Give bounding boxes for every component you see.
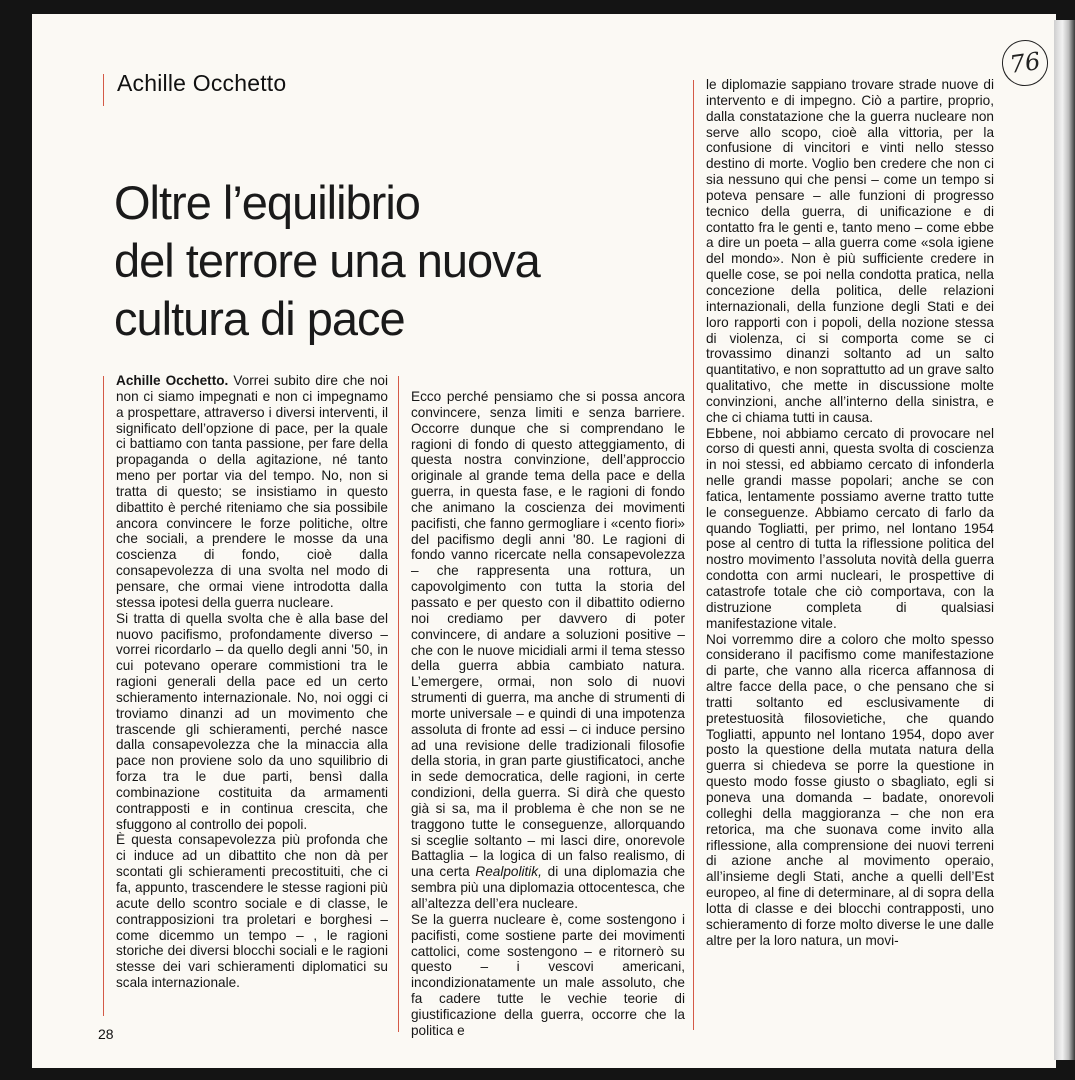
magazine-page	[32, 14, 1056, 1068]
paragraph-text: Ecco perché pensiamo che si possa ancora convincere, senza limiti e senza barriere. Occorre dunque che si comprendano le ragioni di fondo di questo atteggiamento, di questa nostra convinzione, dell’approccio originale al grande tema della pace e della guerra, in questa fase, e le ragioni di fondo che animano la coscienza dei movimenti pacifisti, che fanno germogliare i «cento fiori» del pacifismo degli anni '80. Le ragioni di fondo vanno ricercate nella consapevolezza – che rappresenta una rottura, un capovolgimento con tutta la storia del passato e per questo con il dibattito odierno noi crediamo per davvero di poter convincere, di andare a soluzioni positive – che con le nuove micidiali armi il tema stesso della guerra abbia cambiato natura. L’emergere, ormai, non solo di nuovi strumenti di guerra, ma anche di strumenti di morte universale – e quindi di una impotenza assoluta di fronte ad essi – ci induce persino ad una revisione delle tradizionali filosofie della storia, in gran parte giustificatoci, anche in sede democratica, delle ragioni, in certe condizioni, della guerra. Si dirà che questo già si sa, ma il problema è che non se ne traggono tutte le conseguenze, allorquando si sceglie soltanto – mi lasci dire, onorevole Battaglia – la logica di un falso realismo, di una certa	[411, 389, 685, 880]
text-column-1	[116, 373, 388, 991]
paragraph: Se la guerra nucleare è, come sostengono i pacifisti, come sostiene parte dei movimenti cattolici, come sostengono – e ritornerò su questo – i vescovi americani, incondizionatamente un male assoluto, che fa cadere tutte le vechie teorie di giustificazione della guerra, occorre che la politica e	[411, 911, 685, 1038]
page-number: 28	[98, 1026, 114, 1042]
paragraph: le diplomazie sappiano trovare strade nuove di intervento e di impegno. Ciò a partire, proprio, dalla constatazione che la guerra nucleare non serve allo scopo, cioè alla vittoria, per la confusione di vincitori e vinti nello stesso destino di morte. Voglio ben credere che non ci sia nessuno qui che pensi – come un tempo si poteva pensare – alle funzioni di progresso tecnico della guerra, di unificazione e di contatto fra le genti e, tanto meno – come ebbe a dire un poeta – alla guerra come «sola igiene del mondo». Non è più sufficiente credere in quelle cose, se poi nella condotta pratica, nella concezione della politica, delle relazioni internazionali, della funzione degli Stati e dei loro rapporti con i popoli, della nozione stessa di violenza, ci si comporta come se ci trovassimo dinanzi soltanto ad un salto quantitativo, e non soprattutto ad un grave salto qualitativo, che mette in discussione molte convinzioni, anche all’interno della sinistra, e che ci chiama tutti in causa.	[706, 77, 994, 425]
text-column-3	[706, 77, 994, 948]
author-name: Achille Occhetto	[117, 70, 287, 96]
paragraph	[116, 373, 388, 611]
page-edge	[1054, 20, 1075, 1060]
paragraph: Noi vorremmo dire a coloro che molto spesso considerano il pacifismo come manifestazione di parte, che vanno alla ricerca affannosa di altre facce della pace, o che pensano che si tratti soltanto ed esclusivamente di pretestuosità filosovietiche, che quando Togliatti, appunto nel lontano 1954, dopo aver posto la questione della mutata natura della guerra si chiedeva se porre la questione in questo modo fosse giusto o sbagliato, egli si poneva una domanda – badate, onorevoli colleghi della maggioranza – che non era retorica, ma che suonava come invito alla riflessione, alla comprensione dei nuovi terreni di azione anche al movimento operaio, all’insieme degli Stati, anche a quelli dell’Est europeo, al fine di determinare, al di sopra della lotta di classe e dei blocchi contrapposti, uno schieramento di forze molto diverse le une dalle altre per la loro natura, un movi-	[706, 631, 994, 948]
handwritten-page-mark: 76	[999, 37, 1051, 89]
paragraph: È questa consapevolezza più profonda che ci induce ad un dibattito che non dà per scontati gli schieramenti precostituiti, che ci fa, appunto, trascendere le stesse ragioni più acute dello scontro sociale e di classe, le contrapposizioni tra proletari e borghesi – come dicemmo un tempo – , le ragioni storiche dei diversi blocchi sociali e le ragioni stesse dei vari schieramenti diplomatici su scala internazionale.	[116, 832, 388, 991]
author-rule	[103, 74, 104, 106]
paragraph-text: di una diplomazia che sembra più una diplomazia ottocentesca, che all’altezza dell’era nucleare.	[411, 864, 686, 911]
column-rule-2	[398, 376, 399, 1032]
paragraph: Ebbene, noi abbiamo cercato di provocare nel corso di questi anni, questa svolta di coscienza in noi stessi, ed abbiamo cercato di infonderla nelle grandi masse popolari; anche se con fatica, lentamente possiamo averne tratto tutte le conseguenze. Abbiamo cercato di farlo da quando Togliatti, per primo, nel lontano 1954 pose al centro di tutta la riflessione politica del nostro movimento l’assoluta novità della guerra condotta con armi nucleari, le prospettive di catastrofe totale che ciò comportava, con la distruzione completa di qualsiasi manifestazione vitale.	[706, 425, 994, 631]
column-rule-1	[103, 376, 104, 1016]
article-title: Oltre l’equilibrio del terrore una nuova cultura di pace	[114, 176, 540, 345]
italic-term: Realpolitik,	[475, 864, 542, 880]
paragraph: Si tratta di quella svolta che è alla base del nuovo pacifismo, profondamente diverso – vorrei ricordarlo – da quello degli anni '50, in cui potevano operare commistioni tra le ragioni generali della pace ed un certo schieramento internazionale. No, noi oggi ci troviamo dinanzi ad un movimento che trascende gli schieramenti, perché nasce dalla consapevolezza che la minaccia alla pace non proviene solo da uno squilibrio di forza tra le due parti, bensì dalla combinazione costituita da armamenti contrapposti e in continua crescita, che sfuggono al controllo dei popoli.	[116, 610, 388, 832]
column-rule-3	[693, 80, 694, 1030]
text-column-2	[411, 389, 685, 1039]
paragraph	[411, 389, 685, 912]
paragraph-text: Vorrei subito dire che noi non ci siamo impegnati e non ci impegnamo a prospettare, attraverso i diversi interventi, il significato dell’opzione di pace, per la quale ci battiamo con tanta passione, per fare della propaganda o della agitazione, né tanto meno per portar via del tempo. No, non si tratta di questo; se insistiamo in questo dibattito è perché riteniamo che sia possibile ancora convincere le forze politiche, oltre che sociali, a prendere le mosse da una coscienza di fondo, cioè dalla consapevolezza di una svolta nel modo di pensare, che ormai viene introdotta dalla stessa ipotesi della guerra nucleare.	[116, 373, 389, 610]
speaker-lead: Achille Occhetto.	[116, 373, 229, 388]
